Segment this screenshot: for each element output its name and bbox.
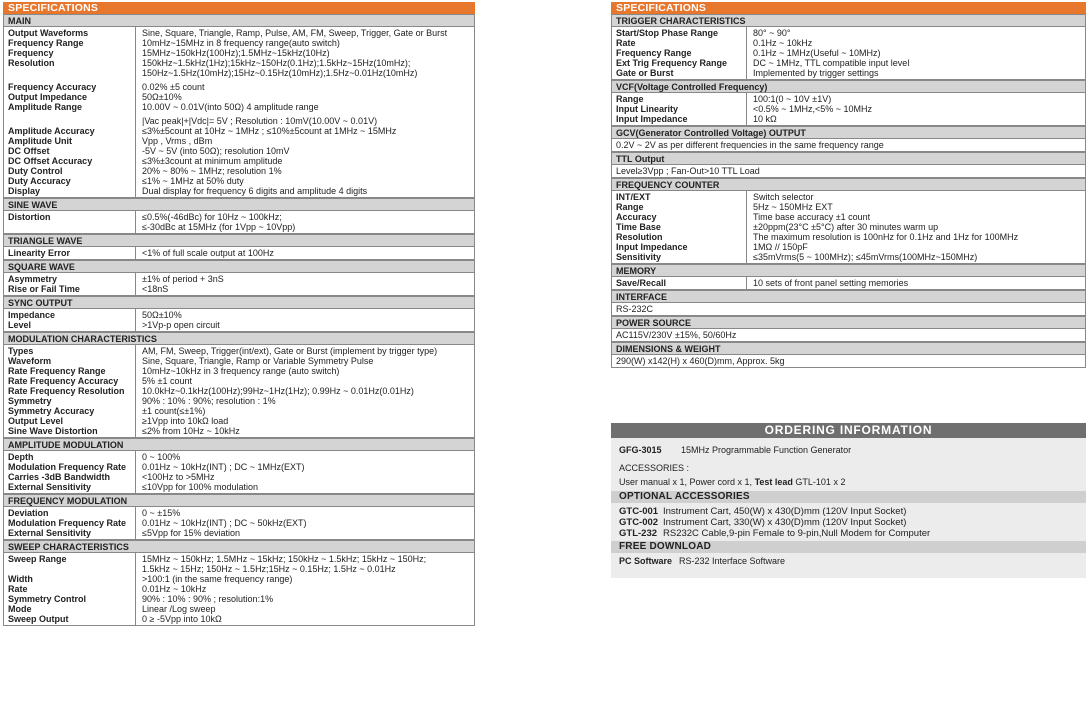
spec-value: <18nS <box>142 284 169 294</box>
spec-label: Input Impedance <box>616 242 688 252</box>
section-body <box>611 26 1086 80</box>
optional-accessory-description: Instrument Cart, 330(W) x 430(D)mm (120V Input Socket) <box>663 517 907 528</box>
spec-value: 15MHz ~ 150kHz; 1.5MHz ~ 15kHz; 150kHz ~ 1.5kHz; 15kHz ~ 150Hz; <box>142 554 427 564</box>
section-title-amplitude-modulation: AMPLITUDE MODULATION <box>3 438 475 450</box>
spec-value: ≤3%±3count at minimum amplitude <box>142 156 283 166</box>
ordering-title: ORDERING INFORMATION <box>611 423 1086 438</box>
spec-label: Deviation <box>8 508 49 518</box>
spec-label: Rate Frequency Range <box>8 366 106 376</box>
section-title-ttl-output: TTL Output <box>611 152 1086 164</box>
spec-label: Ext Trig Frequency Range <box>616 58 728 68</box>
spec-value: 1.5kHz ~ 15Hz; 150Hz ~ 1.5Hz;15Hz ~ 0.15Hz; 1.5Hz ~ 0.01Hz <box>142 564 396 574</box>
right-spec-column <box>611 2 1086 368</box>
section-title-sweep-characteristics: SWEEP CHARACTERISTICS <box>3 540 475 552</box>
spec-value: <1% of full scale output at 100Hz <box>142 248 274 258</box>
spec-value: 50Ω±10% <box>142 92 182 102</box>
spec-label: Range <box>616 94 644 104</box>
spec-value: 0 ~ ±15% <box>142 508 181 518</box>
section-title-triangle-wave: TRIANGLE WAVE <box>3 234 475 246</box>
optional-accessory-row <box>619 528 1086 539</box>
optional-accessories-title: OPTIONAL ACCESSORIES <box>611 491 1086 503</box>
spec-label: Distortion <box>8 212 51 222</box>
section-title-power-source: POWER SOURCE <box>611 316 1086 328</box>
section-title-gcv-generator-controlled-voltage-output: GCV(Generator Controlled Voltage) OUTPUT <box>611 126 1086 138</box>
spec-label: DC Offset <box>8 146 50 156</box>
spec-value: ≤-30dBc at 15MHz (for 1Vpp ~ 10Vpp) <box>142 222 296 232</box>
section-title-sine-wave: SINE WAVE <box>3 198 475 210</box>
spec-label: DC Offset Accuracy <box>8 156 93 166</box>
spec-label: Rise or Fail Time <box>8 284 80 294</box>
spec-value: |Vac peak|+|Vdc|= 5V ; Resolution : 10mV(10.00V ~ 0.01V) <box>142 116 378 126</box>
spec-label: Rate <box>8 584 28 594</box>
section-body <box>611 92 1086 126</box>
section-title-main: MAIN <box>3 14 475 26</box>
spec-label: Modulation Frequency Rate <box>8 462 127 472</box>
spec-label: External Sensitivity <box>8 528 92 538</box>
spec-label: Rate <box>616 38 636 48</box>
spec-value: The maximum resolution is 100nHz for 0.1Hz and 1Hz for 100MHz <box>753 232 1019 242</box>
spec-value: 50Ω±10% <box>142 310 182 320</box>
section-body <box>611 190 1086 264</box>
spec-label: Impedance <box>8 310 56 320</box>
spec-label: Start/Stop Phase Range <box>616 28 719 38</box>
spec-value: Time base accuracy ±1 count <box>753 212 871 222</box>
spec-label: Accuracy <box>616 212 657 222</box>
spec-value: 5% ±1 count <box>142 376 192 386</box>
spec-label: Rate Frequency Resolution <box>8 386 125 396</box>
optional-accessory-row <box>619 506 1086 517</box>
spec-value: ≥1Vpp into 10kΩ load <box>142 416 229 426</box>
spec-value: RS-232C <box>616 304 654 314</box>
spec-value: 0 ~ 100% <box>142 452 181 462</box>
spec-label: Rate Frequency Accuracy <box>8 376 119 386</box>
spec-label: Output Impedance <box>8 92 88 102</box>
accessories-title: ACCESSORIES : <box>619 463 690 473</box>
spec-value: 1MΩ // 150pF <box>753 242 808 252</box>
optional-accessory-code: GTC-002 <box>619 517 659 528</box>
spec-value: 10.00V ~ 0.01V(into 50Ω) 4 amplitude range <box>142 102 319 112</box>
section-body <box>611 164 1086 178</box>
spec-value: 150Hz~1.5Hz(10mHz);15Hz~0.15Hz(10mHz);1.5Hz~0.01Hz(10mHz) <box>142 68 418 78</box>
spec-label: Output Level <box>8 416 64 426</box>
download-code: PC Software <box>619 556 673 566</box>
spec-value: ≤1% ~ 1MHz at 50% duty <box>142 176 244 186</box>
spec-label: Frequency <box>8 48 54 58</box>
spec-value: Implemented by trigger settings <box>753 68 879 78</box>
ordering-information-panel <box>611 423 1086 578</box>
spec-value: 0.1Hz ~ 10kHz <box>753 38 813 48</box>
spec-value: 10mHz~15MHz in 8 frequency range(auto switch) <box>142 38 340 48</box>
spec-value: 0.02% ±5 count <box>142 82 205 92</box>
spec-value: 0.01Hz ~ 10kHz(INT) ; DC ~ 1MHz(EXT) <box>142 462 305 472</box>
spec-value: >100:1 (in the same frequency range) <box>142 574 293 584</box>
spec-label: Modulation Frequency Rate <box>8 518 127 528</box>
spec-label: Time Base <box>616 222 661 232</box>
spec-value: 90% : 10% : 90% ; resolution:1% <box>142 594 274 604</box>
spec-label: External Sensitivity <box>8 482 92 492</box>
spec-label: Sensitivity <box>616 252 662 262</box>
section-title-frequency-modulation: FREQUENCY MODULATION <box>3 494 475 506</box>
spec-label: Resolution <box>8 58 55 68</box>
section-title-interface: INTERFACE <box>611 290 1086 302</box>
optional-accessory-description: RS232C Cable,9-pin Female to 9-pin,Null Modem for Computer <box>663 528 931 539</box>
spec-value: 10.0kHz~0.1kHz(100Hz);99Hz~1Hz(1Hz); 0.99Hz ~ 0.01Hz(0.01Hz) <box>142 386 414 396</box>
section-title-vcf-voltage-controlled-frequency: VCF(Voltage Controlled Frequency) <box>611 80 1086 92</box>
spec-value: Dual display for frequency 6 digits and amplitude 4 digits <box>142 186 368 196</box>
section-title-modulation-characteristics: MODULATION CHARACTERISTICS <box>3 332 475 344</box>
spec-label: Asymmetry <box>8 274 58 284</box>
spec-label: Mode <box>8 604 32 614</box>
model-code: GFG-3015 <box>619 445 662 455</box>
spec-label: Input Linearity <box>616 104 679 114</box>
spec-label: Amplitude Range <box>8 102 83 112</box>
model-description: 15MHz Programmable Function Generator <box>681 445 852 455</box>
section-body <box>611 138 1086 152</box>
spec-label <box>8 116 132 126</box>
spec-value: DC ~ 1MHz, TTL compatible input level <box>753 58 910 68</box>
spec-label: Symmetry Control <box>8 594 87 604</box>
spec-label: Display <box>8 186 41 196</box>
spec-label: Save/Recall <box>616 278 667 288</box>
spec-label: Duty Control <box>8 166 63 176</box>
spec-value: 90% : 10% : 90%; resolution : 1% <box>142 396 276 406</box>
spec-value: <0.5% ~ 1MHz,<5% ~ 10MHz <box>753 104 873 114</box>
spec-value: ≤35mVrms(5 ~ 100MHz); ≤45mVrms(100MHz~150MHz) <box>753 252 978 262</box>
spec-value: Sine, Square, Triangle, Ramp, Pulse, AM, FM, Sweep, Trigger, Gate or Burst <box>142 28 448 38</box>
spec-label: Gate or Burst <box>616 68 674 78</box>
spec-value: AM, FM, Sweep, Trigger(int/ext), Gate or Burst (implement by trigger type) <box>142 346 438 356</box>
spec-label: Range <box>616 202 644 212</box>
section-body <box>611 354 1086 368</box>
spec-value: 0 ≥ -5Vpp into 10kΩ <box>142 614 222 624</box>
spec-value: ≤0.5%(-46dBc) for 10Hz ~ 100kHz; <box>142 212 282 222</box>
spec-value: 10 sets of front panel setting memories <box>753 278 909 288</box>
spec-label: Depth <box>8 452 34 462</box>
section-title-sync-output: SYNC OUTPUT <box>3 296 475 308</box>
accessories-text: User manual x 1, Power cord x 1, <box>619 477 755 487</box>
spec-value: 15MHz~150kHz(100Hz);1.5MHz~15kHz(10Hz) <box>142 48 330 58</box>
spec-value: 290(W) x142(H) x 460(D)mm, Approx. 5kg <box>616 356 785 366</box>
section-body <box>3 344 475 438</box>
spec-label: Input Impedance <box>616 114 688 124</box>
section-body <box>3 552 475 626</box>
spec-label: Symmetry Accuracy <box>8 406 95 416</box>
section-body <box>3 210 475 234</box>
spec-label: Amplitude Accuracy <box>8 126 95 136</box>
spec-label <box>8 68 132 78</box>
section-body <box>3 246 475 260</box>
optional-accessory-code: GTL-232 <box>619 528 658 539</box>
spec-label: INT/EXT <box>616 192 651 202</box>
spec-value: ±1% of period + 3nS <box>142 274 224 284</box>
free-download-title: FREE DOWNLOAD <box>611 541 1086 553</box>
spec-label: Linearity Error <box>8 248 71 258</box>
spec-value: 150kHz~1.5kHz(1Hz);15kHz~150Hz(0.1Hz);1.5kHz~15Hz(10mHz); <box>142 58 411 68</box>
spec-label: Resolution <box>616 232 663 242</box>
optional-accessory-code: GTC-001 <box>619 506 659 517</box>
model-row <box>619 444 1086 456</box>
spec-value: 0.01Hz ~ 10kHz(INT) ; DC ~ 50kHz(EXT) <box>142 518 307 528</box>
spec-label <box>8 222 132 232</box>
download-description: RS-232 Interface Software <box>679 556 786 566</box>
spec-value: 0.01Hz ~ 10kHz <box>142 584 207 594</box>
section-body <box>611 328 1086 342</box>
spec-value: 5Hz ~ 150MHz EXT <box>753 202 833 212</box>
specifications-header: SPECIFICATIONS <box>611 2 1086 14</box>
spec-value: 10mHz~10kHz in 3 frequency range (auto switch) <box>142 366 340 376</box>
spec-value: ±20ppm(23°C ±5°C) after 30 minutes warm up <box>753 222 939 232</box>
spec-value: <100Hz to >5MHz <box>142 472 215 482</box>
spec-value: 100:1(0 ~ 10V ±1V) <box>753 94 832 104</box>
spec-value: ≤5Vpp for 15% deviation <box>142 528 241 538</box>
section-title-trigger-characteristics: TRIGGER CHARACTERISTICS <box>611 14 1086 26</box>
spec-value: Switch selector <box>753 192 814 202</box>
spec-value: ≤10Vpp for 100% modulation <box>142 482 259 492</box>
spec-value: Linear /Log sweep <box>142 604 216 614</box>
section-body <box>611 276 1086 290</box>
spec-value: 80° ~ 90° <box>753 28 791 38</box>
spec-label: Sweep Range <box>8 554 67 564</box>
section-title-square-wave: SQUARE WAVE <box>3 260 475 272</box>
spec-label: Carries -3dB Bandwidth <box>8 472 111 482</box>
spec-label: Sweep Output <box>8 614 69 624</box>
spec-value: ≤2% from 10Hz ~ 10kHz <box>142 426 240 436</box>
specifications-header: SPECIFICATIONS <box>3 2 475 14</box>
spec-value: Vpp , Vrms , dBm <box>142 136 213 146</box>
optional-accessories-list <box>619 506 1086 539</box>
spec-value: >1Vp-p open circuit <box>142 320 220 330</box>
section-body <box>3 450 475 494</box>
left-spec-column <box>3 2 475 626</box>
section-body <box>3 26 475 198</box>
spec-label: Duty Accuracy <box>8 176 71 186</box>
accessories-list <box>619 477 1086 488</box>
spec-label: Symmetry <box>8 396 52 406</box>
spec-value: AC115V/230V ±15%, 50/60Hz <box>616 330 737 340</box>
spec-value: 10 kΩ <box>753 114 777 124</box>
section-body <box>3 506 475 540</box>
optional-accessory-description: Instrument Cart, 450(W) x 430(D)mm (120V Input Socket) <box>663 506 907 517</box>
spec-value: Level≥3Vpp ; Fan-Out>10 TTL Load <box>616 166 760 176</box>
spec-label: Level <box>8 320 32 330</box>
spec-value: ±1 count(≤±1%) <box>142 406 206 416</box>
spec-label: Frequency Range <box>616 48 692 58</box>
spec-label: Sine Wave Distortion <box>8 426 98 436</box>
section-body <box>3 272 475 296</box>
spec-label: Amplitude Unit <box>8 136 72 146</box>
section-body <box>611 302 1086 316</box>
spec-value: 0.1Hz ~ 1MHz(Useful ~ 10MHz) <box>753 48 881 58</box>
section-body <box>3 308 475 332</box>
spec-label: Types <box>8 346 34 356</box>
spec-label: Width <box>8 574 33 584</box>
spec-value: -5V ~ 5V (into 50Ω); resolution 10mV <box>142 146 290 156</box>
spec-label: Waveform <box>8 356 52 366</box>
spec-value: ≤3%±5count at 10Hz ~ 1MHz ; ≤10%±5count at 1MHz ~ 15MHz <box>142 126 397 136</box>
spec-value: 0.2V ~ 2V as per different frequencies in the same frequency range <box>616 140 884 150</box>
spec-label <box>8 564 132 574</box>
download-row <box>619 555 1086 567</box>
optional-accessory-row <box>619 517 1086 528</box>
spec-label: Output Waveforms <box>8 28 89 38</box>
spec-value: Sine, Square, Triangle, Ramp or Variable Symmetry Pulse <box>142 356 374 366</box>
section-title-frequency-counter: FREQUENCY COUNTER <box>611 178 1086 190</box>
spec-value: 20% ~ 80% ~ 1MHz; resolution 1% <box>142 166 282 176</box>
spec-label: Frequency Accuracy <box>8 82 97 92</box>
accessories-bold-text: Test lead <box>754 477 793 487</box>
spec-label: Frequency Range <box>8 38 84 48</box>
section-title-dimensions-weight: DIMENSIONS & WEIGHT <box>611 342 1086 354</box>
accessories-text-end: GTL-101 x 2 <box>792 477 846 487</box>
section-title-memory: MEMORY <box>611 264 1086 276</box>
